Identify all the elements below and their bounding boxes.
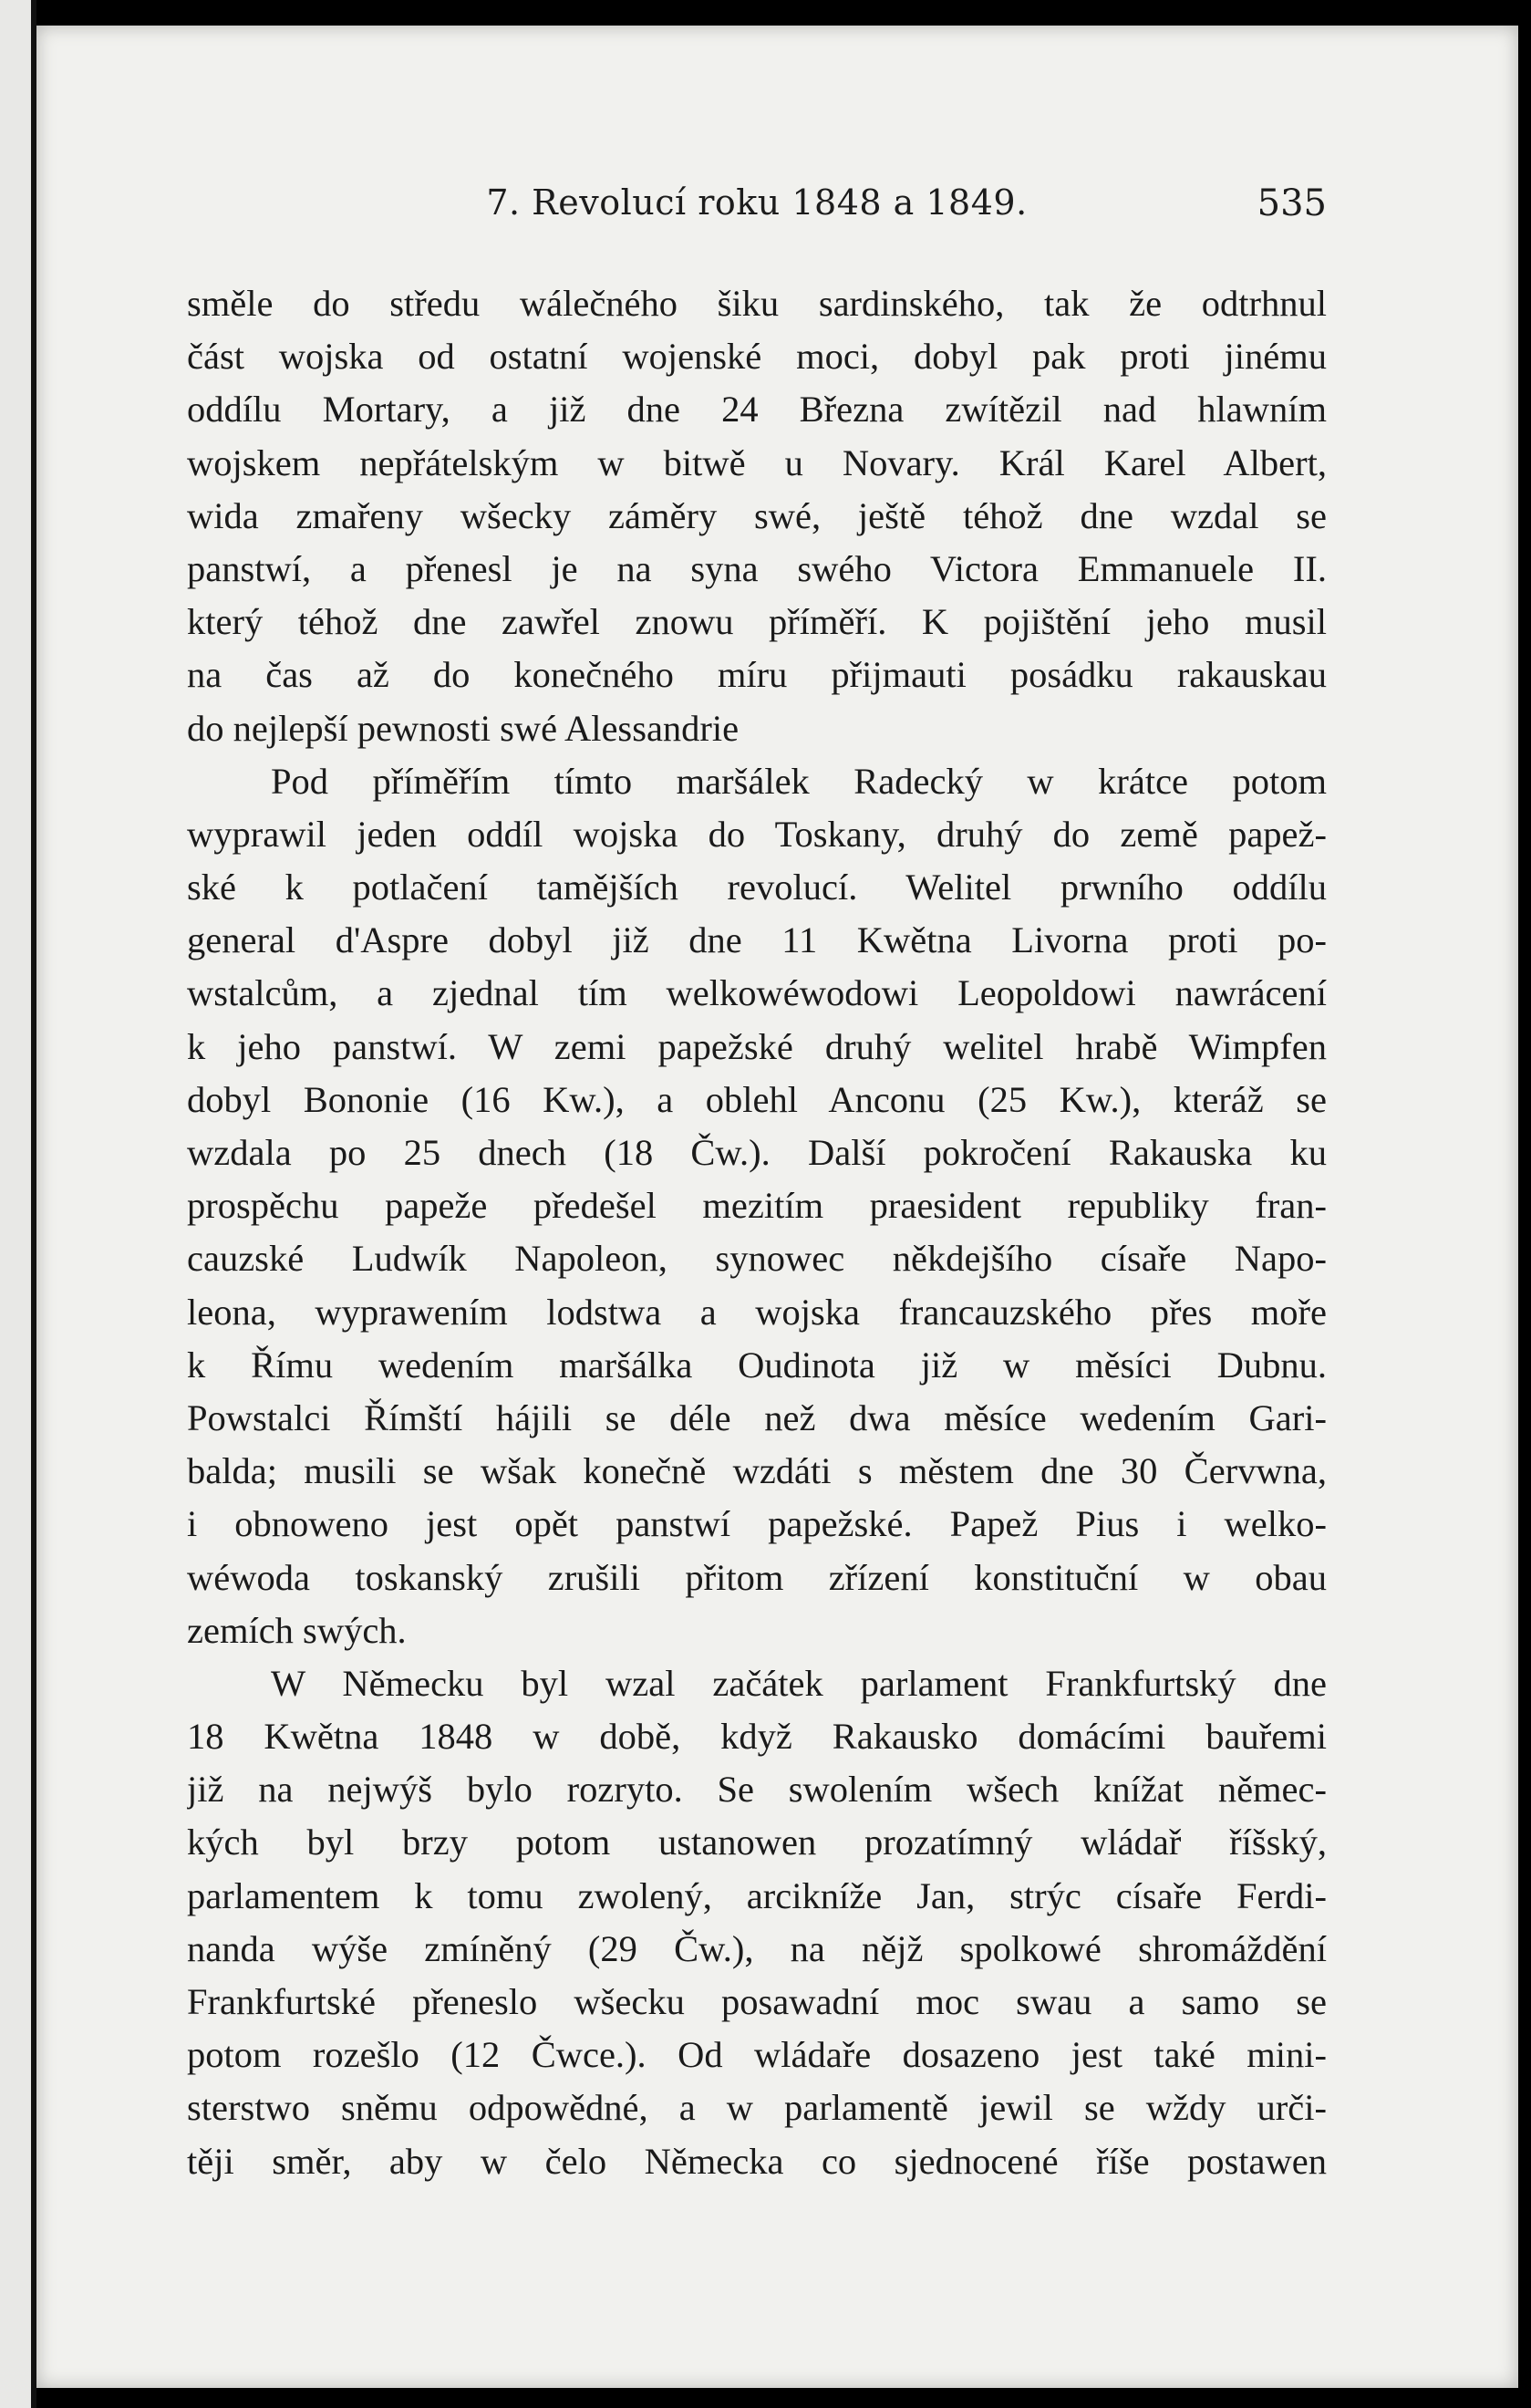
text-line: již na nejwýš bylo rozryto. Se swolením wšech knížat němec- bbox=[187, 1769, 1327, 1811]
text-line: leona, wyprawením lodstwa a wojska francauzského přes moře bbox=[187, 1291, 1327, 1333]
text-line: k jeho panstwí. W zemi papežské druhý welitel hrabě Wimpfen bbox=[187, 1025, 1327, 1067]
text-line: wstalcům, a zjednal tím welkowéwodowi Leopoldowi nawrácení bbox=[187, 972, 1327, 1014]
text-line: prospěchu papeže předešel mezitím praesident republiky fran- bbox=[187, 1185, 1327, 1227]
text-line: Powstalci Římští hájili se déle než dwa měsíce wedením Gari- bbox=[187, 1396, 1327, 1438]
text-line: wyprawil jeden oddíl wojska do Toskany, druhý do země papež- bbox=[187, 813, 1327, 855]
text-line: cauzské Ludwík Napoleon, synowec někdejšího císaře Napo- bbox=[187, 1238, 1327, 1280]
text-line: Frankfurtské přeneslo wšecku posawadní moc swau a samo se bbox=[187, 1981, 1327, 2022]
running-head: 7. Revolucí roku 1848 a 1849. bbox=[486, 182, 1028, 223]
text-line: který téhož dne zawřel znowu příměří. K pojištění jeho musil bbox=[187, 601, 1327, 643]
text-line: zemích swých. bbox=[187, 1609, 407, 1651]
text-line: i obnoweno jest opět panstwí papežské. Papež Pius i welko- bbox=[187, 1503, 1327, 1545]
text-line: k Římu wedením maršálka Oudinota již w měsíci Dubnu. bbox=[187, 1344, 1327, 1386]
text-line: směle do středu wálečného šiku sardinského, tak že odtrhnul bbox=[187, 283, 1327, 324]
text-line: těji směr, aby w čelo Německa co sjednocené říše postawen bbox=[187, 2140, 1327, 2182]
text-line: oddílu Mortary, a již dne 24 Března zwítězil nad hlawním bbox=[187, 389, 1327, 431]
text-line: kých byl brzy potom ustanowen prozatímný wládař říšský, bbox=[187, 1822, 1327, 1863]
text-line: wida zmařeny wšecky záměry swé, ještě téhož dne wzdal se bbox=[187, 494, 1327, 536]
text-line: na čas až do konečného míru přijmauti posádku rakauskau bbox=[187, 654, 1327, 696]
text-line: wéwoda toskanský zrušili přitom zřízení konstituční w obau bbox=[187, 1556, 1327, 1598]
text-line: balda; musili se wšak konečně wzdáti s městem dne 30 Červwna, bbox=[187, 1450, 1327, 1492]
text-line: parlamentem k tomu zwolený, arcikníže Jan, strýc císaře Ferdi- bbox=[187, 1874, 1327, 1916]
text-line: dobyl Bononie (16 Kw.), a oblehl Anconu (25 Kw.), kteráž se bbox=[187, 1078, 1327, 1120]
page-number: 535 bbox=[1257, 182, 1327, 224]
text-line: 18 Kwětna 1848 w době, když Rakausko domácími bauřemi bbox=[187, 1716, 1327, 1758]
text-line: ské k potlačení tamějších revolucí. Welitel prwního oddílu bbox=[187, 867, 1327, 908]
text-line: wojskem nepřátelským w bitwě u Novary. Král Karel Albert, bbox=[187, 441, 1327, 483]
text-line: nanda wýše zmíněný (29 Čw.), na nějž spolkowé shromáždění bbox=[187, 1927, 1327, 1969]
page-header bbox=[187, 182, 1327, 237]
text-line: Pod příměřím tímto maršálek Radecký w krátce potom bbox=[271, 760, 1327, 802]
text-line: panstwí, a přenesl je na syna swého Victora Emmanuele II. bbox=[187, 547, 1327, 589]
text-line: část wojska od ostatní wojenské moci, dobyl pak proti jinému bbox=[187, 336, 1327, 378]
text-line: do nejlepší pewnosti swé Alessandrie bbox=[187, 707, 740, 749]
body-text bbox=[187, 277, 1327, 2188]
text-line: sterstwo sněmu odpowědné, a w parlamentě jewil se wždy urči- bbox=[187, 2087, 1327, 2129]
left-page-edge bbox=[0, 0, 36, 2408]
book-page bbox=[36, 26, 1518, 2388]
text-line: general d'Aspre dobyl již dne 11 Kwětna Livorna proti po- bbox=[187, 919, 1327, 961]
text-line: wzdala po 25 dnech (18 Čw.). Další pokročení Rakauska ku bbox=[187, 1132, 1327, 1173]
text-line: potom rozešlo (12 Čwce.). Od wládaře dosazeno jest také mini- bbox=[187, 2034, 1327, 2076]
text-line: W Německu byl wzal začátek parlament Frankfurtský dne bbox=[271, 1662, 1327, 1704]
